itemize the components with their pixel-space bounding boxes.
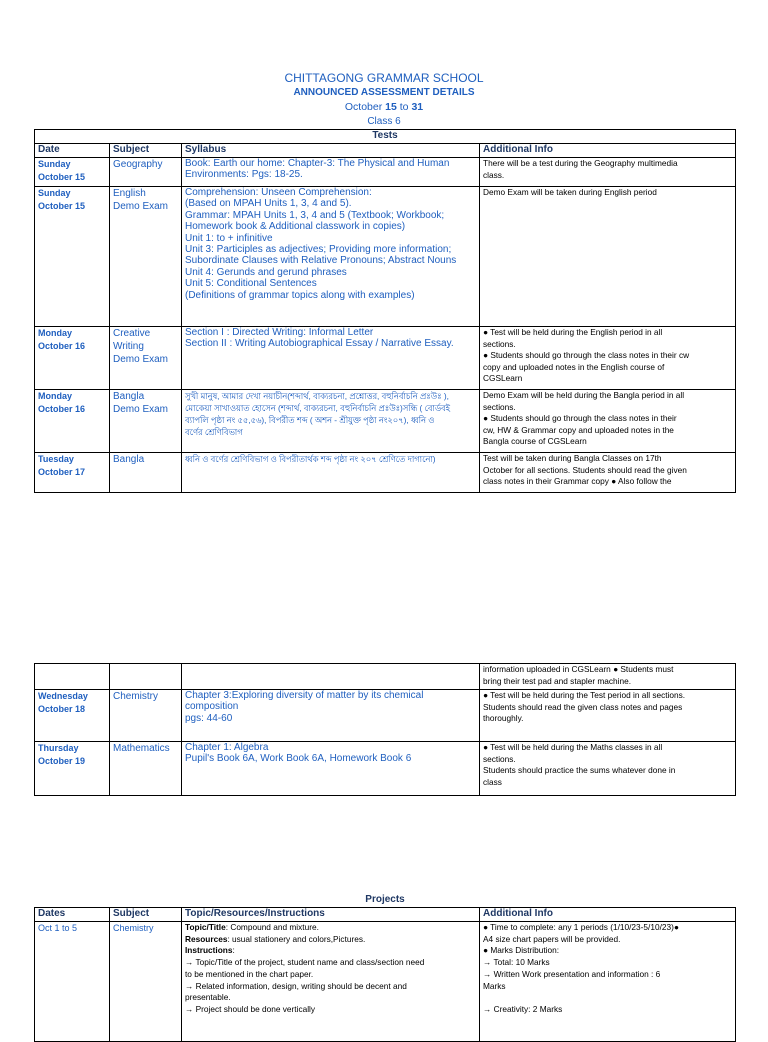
info-line: ● Students should go through the class notes in their: [483, 413, 677, 423]
date-cell: [35, 690, 110, 742]
date-cell: [35, 390, 110, 453]
syllabus-line: Comprehension: Unseen Comprehension:: [185, 187, 372, 198]
instructions-label: Instructions: [185, 945, 233, 956]
subject-cell: [110, 390, 182, 453]
col-dates: Dates: [35, 908, 110, 922]
info-cell: [480, 158, 736, 187]
syllabus-line: Book: Earth our home: Chapter-3: The Physical and Human: [185, 158, 450, 169]
syllabus-line: ধ্বনি ও বর্ণের শ্রেণিবিভাগ ও বিপরীতার্থক শব্দ পৃষ্ঠা নং ২০৭ শ্রেণিতে দাগানো): [185, 454, 436, 464]
info-line: → Creativity: 2 Marks: [483, 1003, 563, 1014]
info-line: There will be a test during the Geography multimedia: [483, 158, 678, 168]
date-line: Wednesday: [38, 691, 88, 701]
table-row: [35, 453, 736, 493]
project-date: Oct 1 to 5: [35, 922, 110, 1042]
date-line: October 19: [38, 756, 86, 766]
subject-line: Demo Exam: [113, 354, 169, 365]
subject-line: Mathematics: [113, 743, 170, 754]
assessment-period: [0, 101, 768, 113]
table-row: [35, 390, 736, 453]
info-cell: [480, 664, 736, 690]
date-cell: [35, 742, 110, 796]
syllabus-line: (Definitions of grammar topics along with examples): [185, 289, 415, 301]
date-line: October 17: [38, 467, 86, 477]
info-line: Demo Exam will be held during the Bangla period in all: [483, 390, 685, 400]
subject-line: Demo Exam: [113, 404, 169, 415]
date-cell: [35, 664, 110, 690]
project-instructions-heading: [185, 945, 476, 957]
table-row: [35, 742, 736, 796]
date-line: Sunday: [38, 188, 71, 198]
subject-line: English: [113, 188, 146, 199]
info-cell: [480, 690, 736, 742]
date-line: Monday: [38, 391, 73, 401]
info-line: thoroughly.: [483, 713, 524, 723]
info-cell: [480, 742, 736, 796]
col-topic: Topic/Resources/Instructions: [182, 908, 480, 922]
syllabus-line: Section I : Directed Writing: Informal Letter: [185, 327, 374, 338]
syllabus-line: মোকেয়া সাখাওয়াত হোসেন (শব্দার্থ, বাক্যরচনা, বহুনির্বাচনি প্রঃউঃ)সন্ধি ( বোর্ডবই: [185, 403, 450, 413]
syllabus-line: ব্যাপলি পৃষ্ঠা নং ৫৫,৫৬), বিপরীত শব্দ ( অশন - শ্রীযুক্ত পৃষ্ঠা নং২০৭), ধ্বনি ও: [185, 415, 435, 425]
subject-cell: [110, 690, 182, 742]
table-row: [35, 187, 736, 327]
info-line: information uploaded in CGSLearn ● Students must: [483, 664, 674, 674]
syllabus-cell: [182, 690, 480, 742]
instruction-line: → Topic/Title of the project, student name and class/section need: [185, 957, 425, 968]
syllabus-cell: [182, 327, 480, 390]
instruction-line: to be mentioned in the chart paper.: [185, 968, 314, 979]
info-line: class notes in their Grammar copy ● Also follow the: [483, 476, 672, 486]
info-line: October for all sections. Students should read the given: [483, 464, 687, 475]
topic-value: : Compound and mixture.: [225, 922, 319, 932]
subject-cell: [110, 453, 182, 493]
col-additional-info: Additional Info: [480, 908, 736, 922]
subject-cell: [110, 187, 182, 327]
info-cell: [480, 327, 736, 390]
subject-line: Creative: [113, 328, 151, 339]
syllabus-line: Section II : Writing Autobiographical Essay / Narrative Essay.: [185, 338, 454, 350]
date-line: October 16: [38, 341, 86, 351]
subject-cell: [110, 664, 182, 690]
syllabus-line: Unit 1: to + infinitive: [185, 232, 273, 244]
date-line: Tuesday: [38, 454, 74, 464]
syllabus-line: বর্ণের শ্রেণিবিভাগ: [185, 427, 243, 437]
info-line: class.: [483, 169, 505, 180]
projects-table: [34, 894, 736, 1042]
date-line: Sunday: [38, 159, 71, 169]
info-line: Students should read the given class notes and pages: [483, 701, 683, 712]
syllabus-line: Unit 5: Conditional Sentences: [185, 278, 317, 290]
date-line: Monday: [38, 328, 73, 338]
info-line: ● Test will be held during the Test period in all sections.: [483, 690, 686, 700]
syllabus-line: Unit 3: Participles as adjectives; Providing more information;: [185, 244, 452, 256]
instruction-line: → Project should be done vertically: [185, 1003, 316, 1014]
info-line: CGSLearn: [483, 373, 523, 383]
info-line: [483, 992, 732, 1004]
info-line: Demo Exam will be taken during English period: [483, 187, 657, 197]
syllabus-line: Subordinate Clauses with Relative Pronouns; Abstract Nouns: [185, 255, 457, 267]
tests-caption: Tests: [35, 130, 736, 144]
info-line: bring their test pad and stapler machine.: [483, 675, 632, 686]
subject-line: Geography: [113, 159, 163, 170]
subject-line: Demo Exam: [113, 201, 169, 212]
info-cell: [480, 187, 736, 327]
table-row: [35, 327, 736, 390]
projects-caption: Projects: [35, 894, 736, 908]
syllabus-line: pgs: 44-60: [185, 712, 233, 724]
info-line: cw, HW & Grammar copy and uploaded notes in the: [483, 424, 674, 435]
date-cell: [35, 327, 110, 390]
syllabus-line: Grammar: MPAH Units 1, 3, 4 and 5 (Textbook; Workbook;: [185, 209, 445, 221]
project-instructions: [185, 957, 476, 1016]
resources-value: : usual stationery and colors,Pictures.: [227, 933, 366, 944]
col-subject: Subject: [110, 908, 182, 922]
subject-line: Writing: [113, 341, 144, 352]
subject-cell: [110, 158, 182, 187]
table-row: [35, 158, 736, 187]
topic-label: Topic/Title: [185, 922, 226, 932]
project-topic: [185, 922, 476, 934]
syllabus-cell: [182, 664, 480, 690]
table-row: [35, 664, 736, 690]
project-resources: [185, 934, 476, 946]
date-line: October 16: [38, 404, 86, 414]
syllabus-line: Chapter 1: Algebra: [185, 742, 269, 753]
subject-line: Bangla: [113, 391, 145, 402]
syllabus-cell: [182, 158, 480, 187]
info-line: sections.: [483, 753, 516, 764]
col-syllabus: Syllabus: [182, 144, 480, 158]
syllabus-cell: [182, 390, 480, 453]
info-line: Marks: [483, 980, 506, 991]
col-subject: Subject: [110, 144, 182, 158]
subject-line: Bangla: [113, 454, 145, 465]
document-title: ANNOUNCED ASSESSMENT DETAILS: [293, 87, 475, 98]
info-line: → Total: 10 Marks: [483, 957, 550, 968]
info-line: A4 size chart papers will be provided.: [483, 933, 621, 944]
info-line: ● Test will be held during the English period in all: [483, 327, 663, 337]
syllabus-line: Environments: Pgs: 18-25.: [185, 169, 303, 181]
col-date: Date: [35, 144, 110, 158]
tests-table-continued: [34, 663, 736, 796]
period-mid: to: [396, 101, 412, 113]
syllabus-line: Pupil's Book 6A, Work Book 6A, Homework Book 6: [185, 753, 412, 765]
syllabus-cell: [182, 742, 480, 796]
info-line: copy and uploaded notes in the English course of: [483, 361, 665, 372]
syllabus-line: Homework book & Additional classwork in copies): [185, 221, 406, 233]
info-line: ● Students should go through the class notes in their cw: [483, 350, 690, 360]
info-cell: [480, 453, 736, 493]
project-subject: Chemistry: [110, 922, 182, 1042]
info-line: ● Test will be held during the Maths classes in all: [483, 742, 663, 752]
class-label: Class 6: [367, 116, 401, 127]
period-start: 15: [385, 101, 397, 113]
date-line: October 18: [38, 704, 86, 714]
syllabus-line: Unit 4: Gerunds and gerund phrases: [185, 266, 347, 278]
instructions-colon: :: [232, 945, 235, 956]
col-additional-info: Additional Info: [480, 144, 736, 158]
school-name: CHITTAGONG GRAMMAR SCHOOL: [284, 71, 484, 85]
syllabus-line: (Based on MPAH Units 1, 3, 4 and 5).: [185, 198, 352, 210]
syllabus-line: সুখী মানুষ, আমার দেখা নয়াচীন(শব্দার্থ, বাক্যরচনা, প্রশ্নোত্তর, বহুনির্বাচনি প্রঃউঃ ),: [185, 391, 449, 401]
subject-cell: [110, 327, 182, 390]
info-line: sections.: [483, 338, 516, 349]
subject-cell: [110, 742, 182, 796]
date-line: Thursday: [38, 743, 79, 753]
date-cell: [35, 453, 110, 493]
info-line: Students should practice the sums whatever done in: [483, 765, 676, 775]
date-line: October 15: [38, 172, 86, 182]
table-row: [35, 690, 736, 742]
syllabus-cell: [182, 453, 480, 493]
instruction-line: → Related information, design, writing should be decent and: [185, 980, 407, 991]
info-line: Bangla course of CGSLearn: [483, 436, 587, 446]
period-prefix: October: [344, 101, 386, 113]
info-line: sections.: [483, 401, 516, 412]
info-cell: [480, 390, 736, 453]
period-end: 31: [411, 101, 424, 113]
info-line: ● Marks Distribution:: [483, 945, 560, 956]
date-cell: [35, 158, 110, 187]
info-line: ● Time to complete: any 1 periods (1/10/23-5/10/23)●: [483, 922, 679, 932]
info-line: Test will be taken during Bangla Classes on 17th: [483, 453, 662, 463]
info-line: class: [483, 776, 502, 787]
resources-label: Resources: [185, 933, 228, 944]
subject-line: Chemistry: [113, 691, 159, 702]
date-cell: [35, 187, 110, 327]
instruction-line: presentable.: [185, 992, 231, 1003]
syllabus-line: Chapter 3:Exploring diversity of matter by its chemical: [185, 690, 424, 701]
syllabus-line: composition: [185, 701, 239, 713]
tests-table: [34, 129, 736, 493]
syllabus-cell: [182, 187, 480, 327]
date-line: October 15: [38, 201, 86, 211]
info-line: → Written Work presentation and information : 6: [483, 968, 661, 979]
